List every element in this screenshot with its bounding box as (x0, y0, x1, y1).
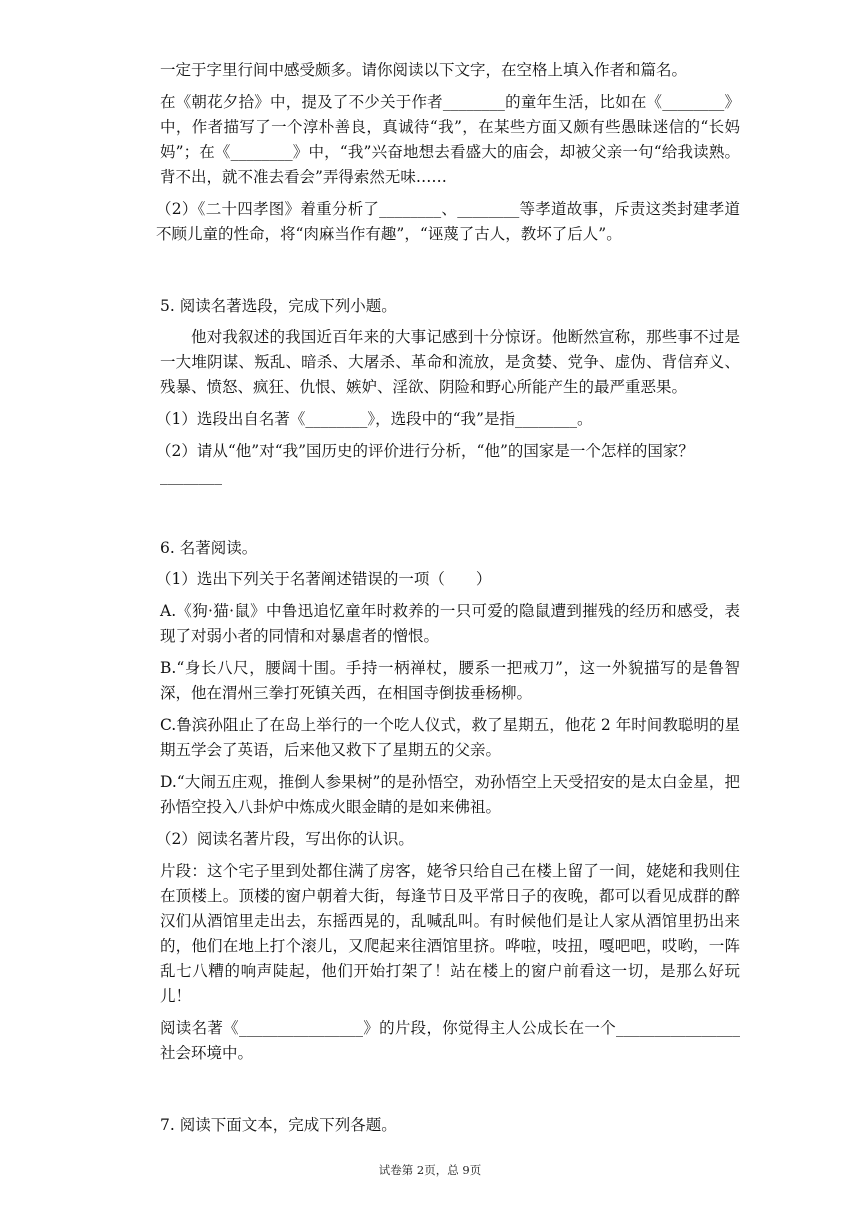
intro-paragraph-1: 在《朝花夕拾》中，提及了不少关于作者________的童年生活，比如在《________》中，作者描写了一个淳朴善良，真诚待“我”，在某些方面又颇有些愚昧迷信的“长妈妈”；在《________》中，“我”兴奋地想去看盛大的庙会，却被父亲一句“给我读熟。背不出，就不准去看会”弄得索然无味…… (160, 93, 740, 186)
question-5-passage: 他对我叙述的我国近百年来的大事记感到十分惊讶。他断然宣称，那些事不过是一大堆阴谋、叛乱、暗杀、大屠杀、革命和流放，是贪婪、党争、虚伪、背信弃义、残暴、愤怒、疯狂、仇恨、嫉妒、淫欲、阴险和野心所能产生的最严重恶果。 (160, 328, 740, 396)
question-5-title: 5. 阅读名著选段，完成下列小题。 (160, 297, 397, 315)
page-content (156, 58, 740, 1144)
question-7-title: 7. 阅读下面文本，完成下列各题。 (160, 1116, 397, 1134)
question-5-answer-blank: ________ (160, 467, 222, 485)
question-5-sub-1: （1）选段出自名著《________》，选段中的“我”是指________。 (156, 410, 593, 428)
question-5-sub-2: （2）请从“他”对“我”国历史的评价进行分析，“他”的国家是一个怎样的国家？ (156, 442, 694, 460)
spacer (160, 496, 740, 536)
intro-paragraph-2: （2）《二十四孝图》着重分析了________、________等孝道故事，斥责这类封建孝道不顾儿童的性命，将“肉麻当作有趣”，“诬蔑了古人，教坏了后人”。 (156, 200, 740, 243)
question-6-excerpt: 片段：这个宅子里到处都住满了房客，姥爷只给自己在楼上留了一间，姥姥和我则住在顶楼上。顶楼的窗户朝着大街，每逢节日及平常日子的夜晚，都可以看见成群的醉汉们从酒馆里走出去，东摇西晃的，乱喊乱叫。有时候他们是让人家从酒馆里扔出来的，他们在地上打个滚儿，又爬起来往酒馆里挤。哗啦，吱扭，嘎吧吧，哎哟，一阵乱七八糟的响声陡起，他们开始打架了！站在楼上的窗户前看这一切，是那么好玩儿！ (160, 862, 740, 1005)
question-6-sub-2: （2）阅读名著片段，写出你的认识。 (156, 830, 414, 848)
spacer (160, 254, 740, 294)
intro-line: 一定于字里行间中感受颇多。请你阅读以下文字，在空格上填入作者和篇名。 (160, 61, 688, 79)
question-6-title: 6. 名著阅读。 (160, 539, 258, 557)
spacer (160, 1073, 740, 1113)
option-c: C.鲁滨孙阻止了在岛上举行的一个吃人仪式，救了星期五，他花 2 年时间教聪明的星期五学会了英语，后来他又救下了星期五的父亲。 (160, 716, 740, 759)
question-6-sub-1: （1）选出下列关于名著阐述错误的一项（ ） (156, 570, 492, 588)
option-d: D.“大闹五庄观，推倒人参果树”的是孙悟空，劝孙悟空上天受招安的是太白金星，把孙悟空投入八卦炉中炼成火眼金睛的是如来佛祖。 (160, 773, 740, 816)
option-a: A.《狗·猫·鼠》中鲁迅追忆童年时救养的一只可爱的隐鼠遭到摧残的经历和感受，表现了对弱小者的同情和对暴虐者的憎恨。 (160, 602, 740, 645)
page-footer: 试卷第 2页，总 9页 (378, 1163, 482, 1177)
question-6-answer: 阅读名著《________________》的片段，你觉得主人公成长在一个________________社会环境中。 (160, 1019, 740, 1062)
option-b: B.“身长八尺，腰阔十围。手持一柄禅杖，腰系一把戒刀”，这一外貌描写的是鲁智深，他在渭州三拳打死镇关西，在相国寺倒拔垂杨柳。 (160, 659, 740, 702)
